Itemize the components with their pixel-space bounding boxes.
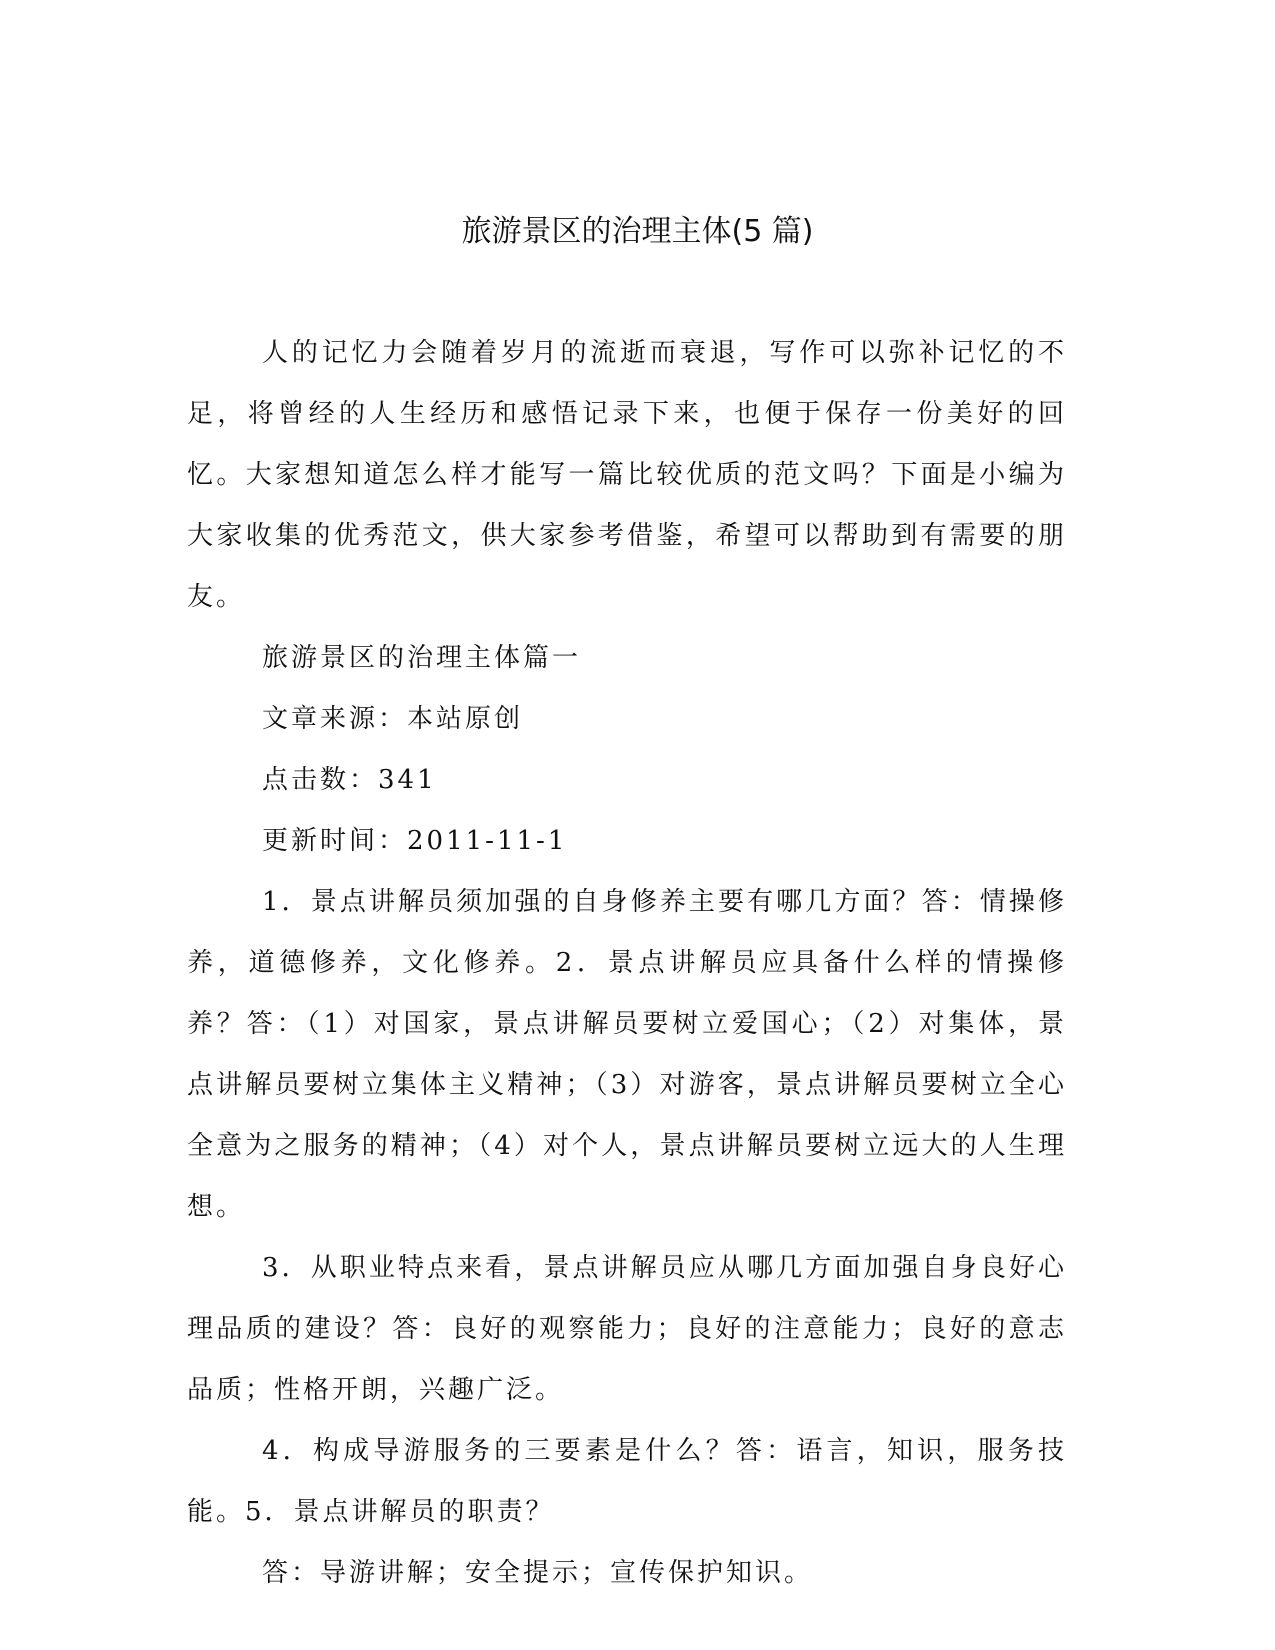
document-title: 旅游景区的治理主体(5 篇): [461, 214, 814, 249]
updated-line: 更新时间：2011-11-1: [262, 826, 568, 856]
qa-paragraph-2: 3．从职业特点来看，景点讲解员应从哪几方面加强自身良好心理品质的建设？答：良好的观察能力；良好的注意能力；良好的意志品质；性格开朗，兴趣广泛。: [187, 1253, 1067, 1405]
qa-paragraph-1: 1．景点讲解员须加强的自身修养主要有哪几方面？答：情操修养，道德修养，文化修养。2．景点讲解员应具备什么样的情操修养？答：（1）对国家，景点讲解员要树立爱国心；（2）对集体，景点讲解员要树立集体主义精神；（3）对游客，景点讲解员要树立全心全意为之服务的精神；（4）对个人，景点讲解员要树立远大的人生理想。: [187, 887, 1067, 1222]
intro-paragraph: 人的记忆力会随着岁月的流逝而衰退，写作可以弥补记忆的不足，将曾经的人生经历和感悟记录下来，也便于保存一份美好的回忆。大家想知道怎么样才能写一篇比较优质的范文吗？下面是小编为大家收集的优秀范文，供大家参考借鉴，希望可以帮助到有需要的朋友。: [187, 338, 1067, 612]
qa-paragraph-4: 答：导游讲解；安全提示；宣传保护知识。: [262, 1558, 814, 1588]
clicks-line: 点击数：341: [262, 765, 437, 795]
section-heading: 旅游景区的治理主体篇一: [262, 643, 582, 673]
source-line: 文章来源：本站原创: [262, 704, 524, 734]
document-body: [187, 323, 1067, 1604]
qa-paragraph-3: 4．构成导游服务的三要素是什么？答：语言，知识，服务技能。5．景点讲解员的职责？: [187, 1436, 1067, 1527]
